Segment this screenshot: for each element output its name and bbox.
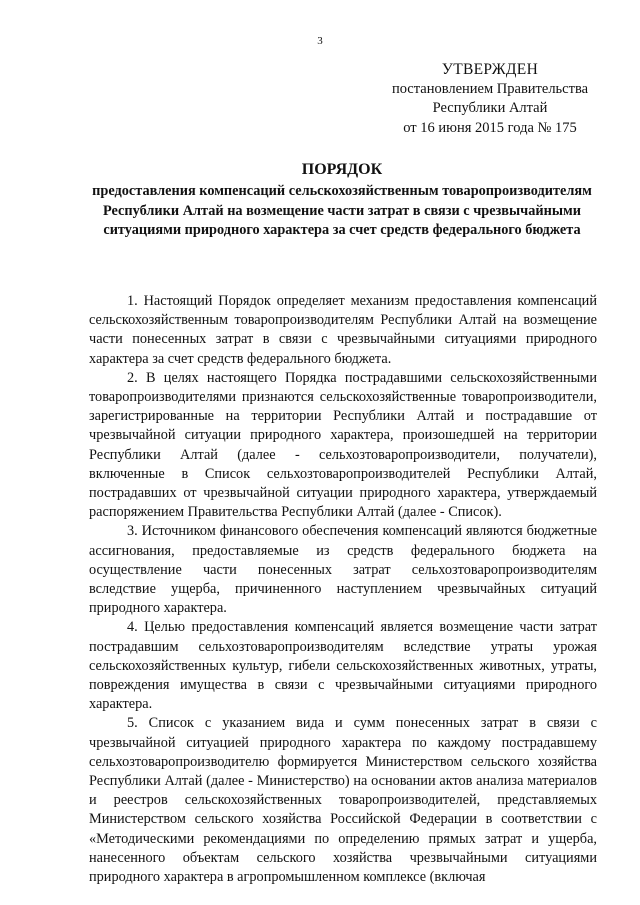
- approval-title: УТВЕРЖДЕН: [441, 61, 539, 78]
- approval-line-1: постановлением Правительства: [391, 80, 589, 97]
- approval-line-2: Республики Алтай: [432, 100, 548, 116]
- paragraph-2: 2. В целях настоящего Порядка пострадавшими сельскохозяйственными товаропроизводителями признаются сельскохозяйственные товаропроизводители, зарегистрированные на территории Республики Алтай и пострадавшие от чрезвычайной ситуации природного характера, произошедшей на территории Республики Алтай (далее - сельхозтоваропроизводители, получатели), включенные в Список сельхозтоваропроизводителей Республики Алтай, пострадавших от чрезвычайной ситуации природного характера, утверждаемый распоряжением Правительства Республики Алтай (далее - Список).: [89, 369, 597, 521]
- approval-block: [360, 60, 620, 138]
- paragraph-4: 4. Целью предоставления компенсаций является возмещение части затрат пострадавшим сельхозтоваропроизводителям вследствие утраты урожая сельскохозяйственных культур, гибели сельскохозяйственных животных, утраты, повреждения имущества в связи с чрезвычайными ситуациями природного характера.: [89, 619, 597, 713]
- approval-line-3: от 16 июня 2015 года № 175: [403, 119, 577, 136]
- paragraph-5: 5. Список с указанием вида и сумм понесенных затрат в связи с чрезвычайной ситуацией природного характера по каждому пострадавшему сельхозтоваропроизводителю формируется Министерством сельского хозяйства Республики Алтай (далее - Министерство) на основании актов анализа материалов и реестров сельскохозяйственных товаропроизводителей, представляемых Министерством сельского хозяйства Российской Федерации в соответствии с «Методическими рекомендациями по определению прямых затрат и ущерба, нанесенного объектам сельского хозяйства чрезвычайными ситуациями природного характера в агропромышленном комплексе (включая: [89, 715, 597, 886]
- paragraph-1: 1. Настоящий Порядок определяет механизм предоставления компенсаций сельскохозяйственным товаропроизводителям Республики Алтай на возмещение части понесенных затрат в связи с чрезвычайными ситуациями природного характера за счет средств федерального бюджета.: [89, 293, 597, 367]
- paragraph-3: 3. Источником финансового обеспечения компенсаций являются бюджетные ассигнования, предоставляемые из средств федерального бюджета на осуществление части понесенных затрат сельхозтоваропроизводителям вследствие ущерба, причиненного наступлением чрезвычайных ситуаций природного характера.: [89, 523, 597, 617]
- document-body: [89, 292, 597, 887]
- document-title-block: [80, 160, 604, 241]
- document-subtitle: предоставления компенсаций сельскохозяйственным товаропроизводителям Республики Алтай на возмещение части затрат в связи с чрезвычайными ситуациями природного характера за счет средств федерального бюджета: [92, 183, 592, 238]
- page-number: 3: [317, 35, 323, 47]
- document-title: ПОРЯДОК: [301, 161, 383, 178]
